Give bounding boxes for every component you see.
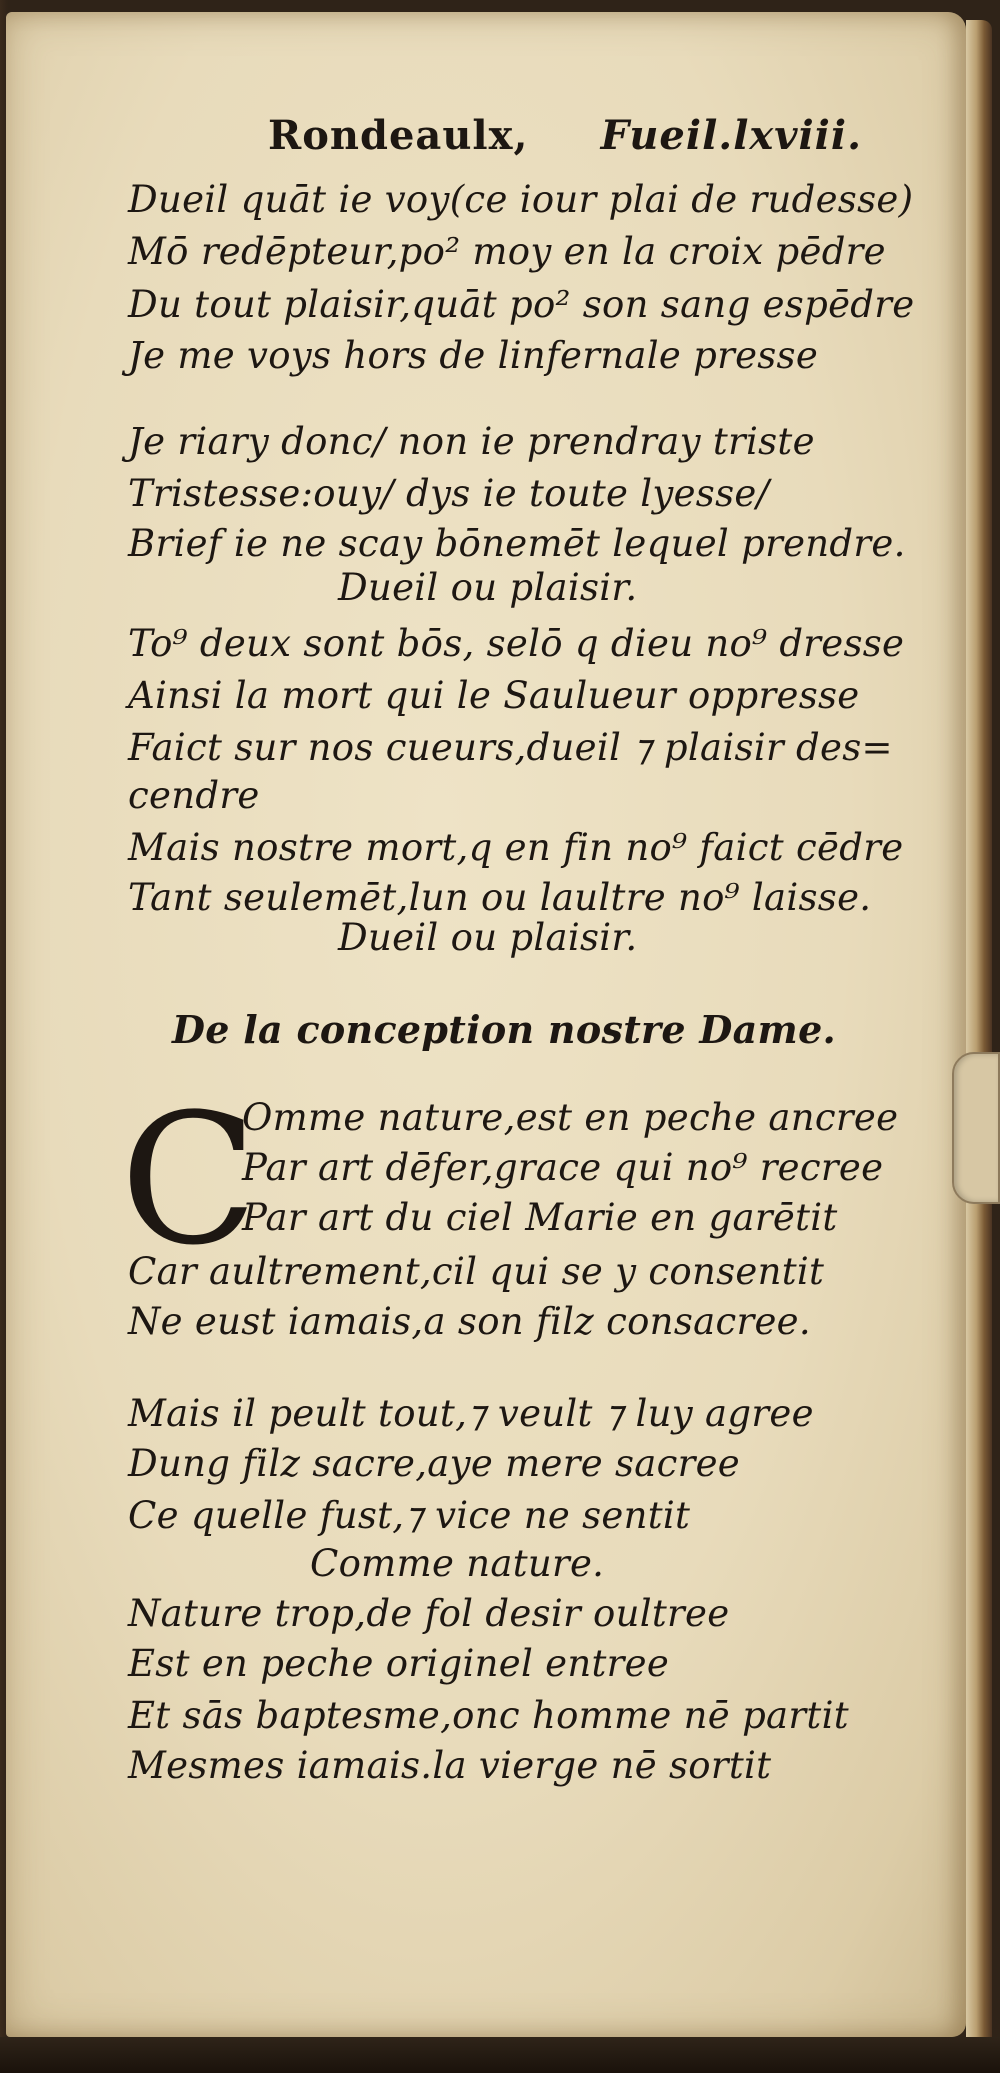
poem2-line-11: Est en peche originel entree [128, 1642, 670, 1685]
running-head-title: Rondeaulx, [268, 112, 529, 159]
page-edge [966, 20, 992, 2050]
poem2-line-8: Ce quelle fust,⁊ vice ne sentit [128, 1494, 691, 1537]
poem1-refrain-2: Dueil ou plaisir. [338, 916, 638, 959]
drop-cap: C [120, 1076, 258, 1285]
poem1-line-9: To⁹ deux sont bōs, selō q dieu no⁹ dresse [128, 622, 905, 665]
poem1-line-14: Tant seulemēt,lun ou laultre no⁹ laisse. [128, 876, 872, 919]
scan-bottom-shadow [0, 2037, 1000, 2073]
poem1-line-11: Faict sur nos cueurs,dueil ⁊ plaisir des= [128, 726, 893, 769]
page-tab [952, 1052, 1000, 1204]
poem2-line-2: Par art dēfer,grace qui no⁹ recree [242, 1146, 884, 1189]
folio-number: Fueil.lxviii. [600, 112, 862, 159]
poem2-line-3: Par art du ciel Marie en garētit [242, 1196, 838, 1239]
poem2-line-13: Mesmes iamais.la vierge nē sortit [128, 1744, 772, 1787]
poem2-line-5: Ne eust iamais,a son filz consacree. [128, 1300, 811, 1343]
poem1-line-3: Du tout plaisir,quāt po² son sang espēdre [128, 283, 915, 326]
running-head [268, 112, 868, 162]
poem2-line-4: Car aultrement,cil qui se y consentit [128, 1250, 825, 1293]
poem2-line-7: Dung filz sacre,aye mere sacree [128, 1442, 740, 1485]
poem2-line-12: Et sās baptesme,onc homme nē partit [128, 1694, 849, 1737]
poem1-line-6: Tristesse:ouy/ dys ie toute lyesse/ [128, 472, 770, 515]
poem2-line-10: Nature trop,de fol desir oultree [128, 1592, 730, 1635]
poem1-line-4: Je me voys hors de linfernale presse [128, 334, 819, 377]
poem2-refrain: Comme nature. [310, 1542, 605, 1585]
poem1-line-2: Mō redēpteur,po² moy en la croix pēdre [128, 230, 886, 273]
poem1-refrain-1: Dueil ou plaisir. [338, 566, 638, 609]
poem1-line-13: Mais nostre mort,q en fin no⁹ faict cēdre [128, 826, 904, 869]
poem1-line-12: cendre [128, 774, 260, 817]
poem1-line-10: Ainsi la mort qui le Saulueur oppresse [128, 674, 860, 717]
poem1-line-7: Brief ie ne scay bōnemēt lequel prendre. [128, 522, 906, 565]
poem2-line-1: Omme nature,est en peche ancree [242, 1096, 899, 1139]
poem1-line-5: Je riary donc/ non ie prendray triste [128, 420, 815, 463]
section-title: De la conception nostre Dame. [172, 1007, 837, 1052]
poem1-line-1: Dueil quāt ie voy(ce iour plai de rudesse) [128, 178, 914, 221]
poem2-line-6: Mais il peult tout,⁊ veult ⁊ luy agree [128, 1392, 814, 1435]
